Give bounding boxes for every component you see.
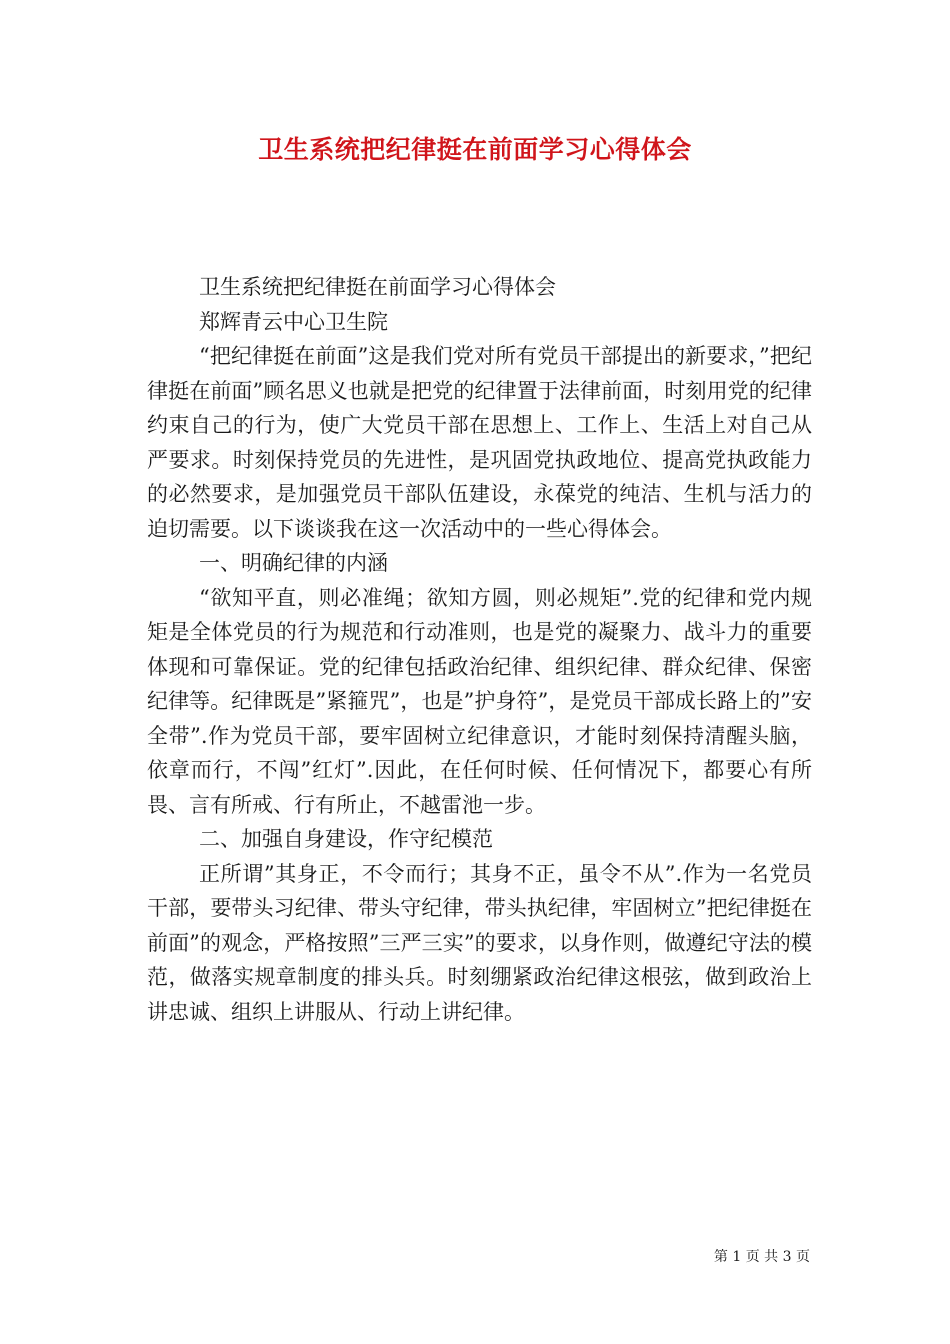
paragraph-section-2: 正所谓”其身正，不令而行；其身不正，虽令不从”.作为一名党员干部，要带头习纪律、带头守纪律，带头执纪律，牢固树立”把纪律挺在前面”的观念，严格按照”三严三实”的要求，以身作则，做遵纪守法的模范，做落实规章制度的排头兵。时刻绷紧政治纪律这根弦，做到政治上讲忠诚、组织上讲服从、行动上讲纪律。 xyxy=(147,861,812,1024)
document-subtitle: 卫生系统把纪律挺在前面学习心得体会 xyxy=(199,275,556,299)
document-body xyxy=(147,270,812,1029)
document-title: 卫生系统把纪律挺在前面学习心得体会 xyxy=(258,135,692,164)
section-heading-1: 一、明确纪律的内涵 xyxy=(199,551,388,575)
document-author: 郑辉青云中心卫生院 xyxy=(199,309,388,334)
page-number: 第 1 页 共 3 页 xyxy=(713,1249,810,1265)
paragraph-intro: “把纪律挺在前面”这是我们党对所有党员干部提出的新要求，”把纪律挺在前面”顾名思义也就是把党的纪律置于法律前面，时刻用党的纪律约束自己的行为，使广大党员干部在思想上、工作上、生活上对自己从严要求。时刻保持党员的先进性，是巩固党执政地位、提高党执政能力的必然要求，是加强党员干部队伍建设，永葆党的纯洁、生机与活力的迫切需要。以下谈谈我在这一次活动中的一些心得体会。 xyxy=(147,344,812,541)
paragraph-section-1: “欲知平直，则必准绳；欲知方圆，则必规矩”.党的纪律和党内规矩是全体党员的行为规范和行动准则，也是党的凝聚力、战斗力的重要体现和可靠保证。党的纪律包括政治纪律、组织纪律、群众纪律、保密纪律等。纪律既是”紧箍咒”，也是”护身符”，是党员干部成长路上的”安全带”.作为党员干部，要牢固树立纪律意识，才能时刻保持清醒头脑，依章而行，不闯”红灯”.因此，在任何时候、任何情况下，都要心有所畏、言有所戒、行有所止，不越雷池一步。 xyxy=(147,585,812,817)
section-heading-2: 二、加强自身建设，作守纪模范 xyxy=(199,827,493,851)
